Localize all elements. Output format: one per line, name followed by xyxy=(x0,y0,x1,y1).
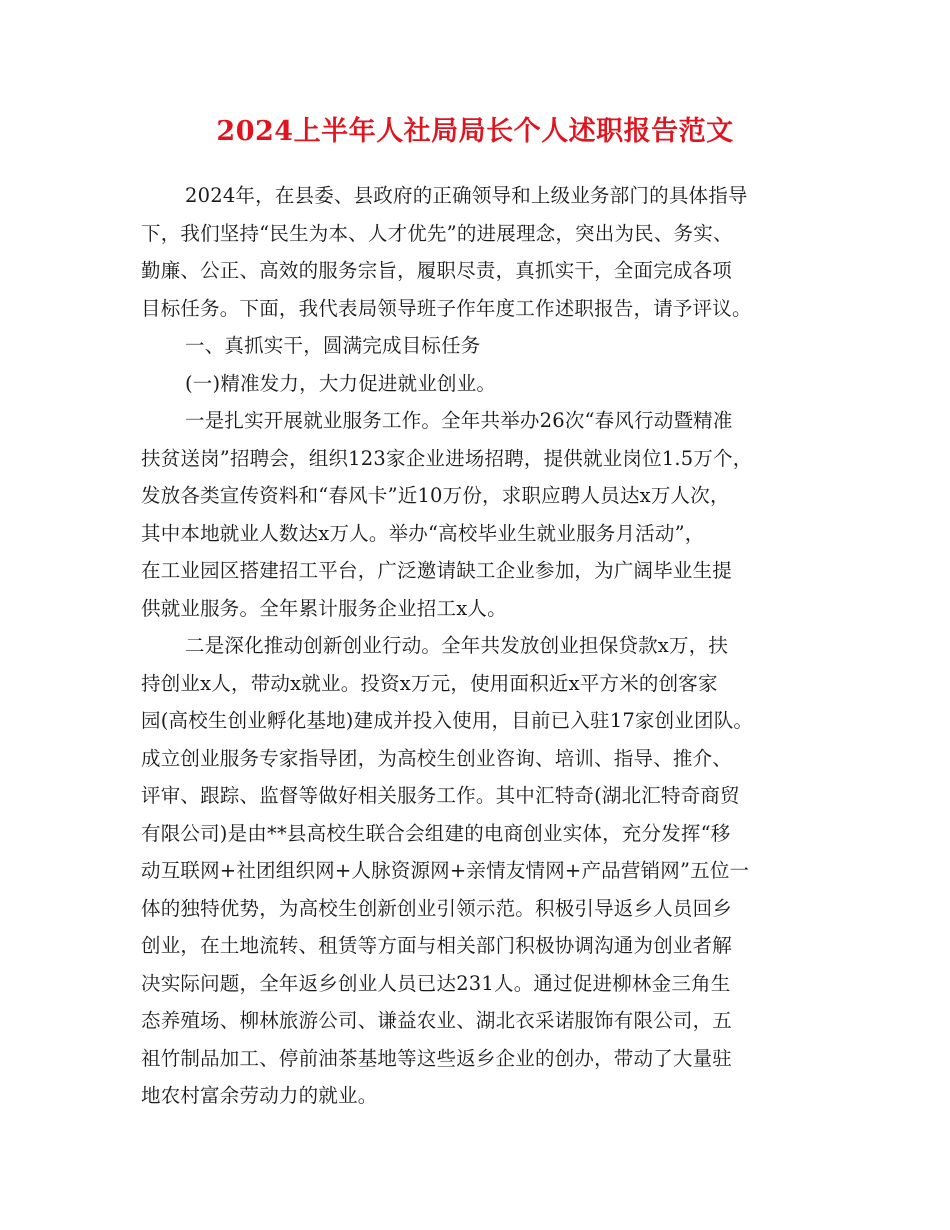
text-line: 一是扎实开展就业服务工作。全年共举办26次“春风行动暨精准 xyxy=(185,409,733,432)
document-title: 2024上半年人社局局长个人述职报告范文 xyxy=(216,116,734,147)
text-line: 创业，在土地流转、租赁等方面与相关部门积极协调沟通为创业者解 xyxy=(141,934,733,957)
text-line: 2024年，在县委、县政府的正确领导和上级业务部门的具体指导 xyxy=(185,184,748,207)
text-line: 持创业x人，带动x就业。投资x万元，使用面积近x平方米的创客家 xyxy=(141,671,718,695)
text-line: 勤廉、公正、高效的服务宗旨，履职尽责，真抓实干，全面完成各项 xyxy=(141,259,733,282)
text-line: 发放各类宣传资料和“春风卡”近10万份，求职应聘人员达x万人次， xyxy=(141,484,730,507)
text-line: 评审、跟踪、监督等做好相关服务工作。其中汇特奇(湖北汇特奇商贸 xyxy=(141,784,740,807)
text-line: 地农村富余劳动力的就业。 xyxy=(141,1084,378,1107)
text-line: 动互联网+社团组织网+人脉资源网+亲情友情网+产品营销网”五位一 xyxy=(141,859,750,882)
text-line: 目标任务。下面，我代表局领导班子作年度工作述职报告，请予评议。 xyxy=(141,296,752,320)
text-line: 成立创业服务专家指导团，为高校生创业咨询、培训、指导、推介、 xyxy=(141,746,733,770)
text-line: 体的独特优势，为高校生创新创业引领示范。积极引导返乡人员回乡 xyxy=(141,896,733,920)
text-line: 有限公司)是由**县高校生联合会组建的电商创业实体，充分发挥“移 xyxy=(141,821,731,845)
text-line: (一)精准发力，大力促进就业创业。 xyxy=(185,371,497,395)
text-line: 在工业园区搭建招工平台，广泛邀请缺工企业参加，为广阔毕业生提 xyxy=(141,559,733,582)
text-line: 二是深化推动创新创业行动。全年共发放创业担保贷款x万，扶 xyxy=(185,634,729,657)
text-line: 下，我们坚持“民生为本、人才优先”的进展理念，突出为民、务实、 xyxy=(141,221,733,245)
text-line: 祖竹制品加工、停前油茶基地等这些返乡企业的创办，带动了大量驻 xyxy=(141,1046,733,1070)
text-line: 态养殖场、柳林旅游公司、谦益农业、湖北衣采诺服饰有限公司，五 xyxy=(141,1009,733,1032)
text-line: 决实际问题，全年返乡创业人员已达231人。通过促进柳林金三角生 xyxy=(141,971,731,995)
text-line: 一、真抓实干，圆满完成目标任务 xyxy=(185,334,481,357)
document-body xyxy=(141,177,841,1115)
text-line: 园(高校生创业孵化基地)建成并投入使用，目前已入驻17家创业团队。 xyxy=(141,709,754,732)
text-line: 供就业服务。全年累计服务企业招工x人。 xyxy=(141,596,507,620)
text-line: 扶贫送岗”招聘会，组织123家企业进场招聘，提供就业岗位1.5万个， xyxy=(141,446,753,470)
text-line: 其中本地就业人数达x万人。举办“高校毕业生就业服务月活动”， xyxy=(141,521,705,545)
